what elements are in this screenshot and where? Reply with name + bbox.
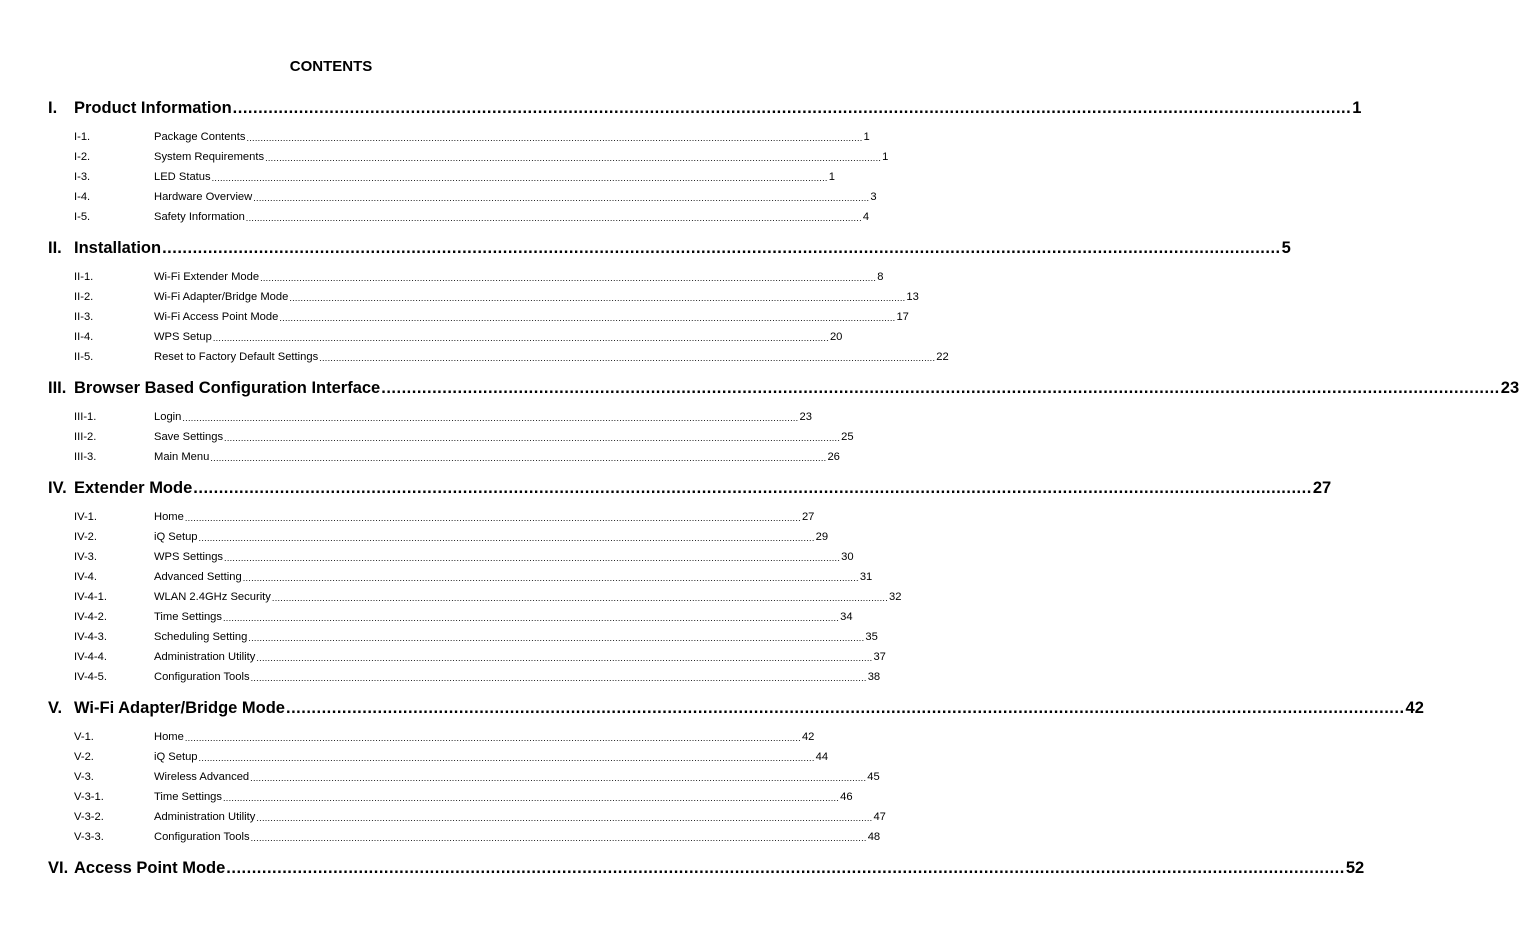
dot-leader: ............................................................................................................................................................................................................................ — [210, 453, 827, 463]
entry-page: 23 — [799, 411, 812, 423]
toc-entry[interactable] — [74, 628, 878, 643]
section-number: IV. — [48, 479, 67, 497]
toc-section[interactable] — [48, 696, 1424, 718]
entry-label: Home — [154, 511, 184, 523]
toc-entry[interactable] — [74, 168, 835, 183]
toc-entry[interactable] — [74, 268, 884, 283]
toc-entry[interactable] — [74, 128, 870, 143]
dot-leader: ............................................................................................................................................................................................................................ — [289, 293, 906, 303]
entry-number: III-2. — [74, 431, 97, 443]
toc-entry[interactable] — [74, 668, 881, 683]
entry-label: Wi-Fi Access Point Mode — [154, 311, 279, 323]
section-label: Installation — [74, 239, 162, 257]
entry-label: Login — [154, 411, 182, 423]
entry-number: II-2. — [74, 291, 94, 303]
entry-label: Time Settings — [154, 611, 222, 623]
dot-leader: ............................................................................................................................................................................................................................ — [245, 213, 862, 223]
entry-page: 25 — [841, 431, 854, 443]
entry-page: 47 — [873, 811, 886, 823]
section-page: 42 — [1405, 699, 1424, 717]
entry-number: III-3. — [74, 451, 97, 463]
dot-leader: ............................................................................................................................................................................................................................ — [319, 353, 936, 363]
toc-entry[interactable] — [74, 748, 829, 763]
entry-number: IV-4-1. — [74, 591, 107, 603]
section-number: I. — [48, 99, 58, 117]
entry-number: IV-4-5. — [74, 671, 107, 683]
entry-label: Safety Information — [154, 211, 245, 223]
section-page: 27 — [1312, 479, 1332, 497]
dot-leader: ............................................................................................................................................................................................................................ — [232, 99, 1352, 117]
section-label: Product Information — [74, 99, 232, 117]
entry-label: Hardware Overview — [154, 191, 253, 203]
section-label: Access Point Mode — [74, 859, 226, 877]
dot-leader: ............................................................................................................................................................................................................................ — [222, 793, 840, 803]
entry-label: Configuration Tools — [154, 671, 250, 683]
dot-leader: ............................................................................................................................................................................................................................ — [381, 379, 1500, 397]
entry-label: Configuration Tools — [154, 831, 250, 843]
entry-label: Main Menu — [154, 451, 210, 463]
entry-page: 30 — [841, 551, 854, 563]
toc-entry[interactable] — [74, 348, 949, 363]
entry-label: Advanced Setting — [154, 571, 242, 583]
toc-entry[interactable] — [74, 828, 881, 843]
toc-entry[interactable] — [74, 428, 854, 443]
entry-label: Save Settings — [154, 431, 224, 443]
entry-page: 45 — [867, 771, 880, 783]
entry-label: Home — [154, 731, 184, 743]
entry-label: WLAN 2.4GHz Security — [154, 591, 271, 603]
entry-page: 1 — [863, 131, 870, 143]
section-page: 52 — [1345, 859, 1365, 877]
toc-entry[interactable] — [74, 528, 829, 543]
dot-leader: ............................................................................................................................................................................................................................ — [250, 833, 867, 843]
toc-entry[interactable] — [74, 408, 812, 423]
entry-label: Wi-Fi Extender Mode — [154, 271, 260, 283]
dot-leader: ............................................................................................................................................................................................................................ — [226, 859, 1345, 877]
entry-label: WPS Settings — [154, 551, 224, 563]
toc-entry[interactable] — [74, 548, 854, 563]
entry-number: II-5. — [74, 351, 94, 363]
toc-entry[interactable] — [74, 188, 877, 203]
entry-label: System Requirements — [154, 151, 265, 163]
entry-label: Administration Utility — [154, 811, 256, 823]
entry-number: IV-2. — [74, 531, 98, 543]
toc-entry[interactable] — [74, 588, 902, 603]
entry-page: 31 — [859, 571, 873, 583]
dot-leader: ............................................................................................................................................................................................................................ — [222, 613, 840, 623]
entry-page: 29 — [815, 531, 829, 543]
entry-number: V-3-3. — [74, 831, 104, 843]
entry-page: 13 — [906, 291, 919, 303]
entry-page: 48 — [867, 831, 881, 843]
toc-entry[interactable] — [74, 728, 815, 743]
section-label: Extender Mode — [74, 479, 193, 497]
toc-entry[interactable] — [74, 448, 840, 463]
entry-number: II-3. — [74, 311, 94, 323]
entry-label: iQ Setup — [154, 751, 198, 763]
entry-page: 35 — [865, 631, 878, 643]
entry-number: V-3. — [74, 771, 94, 783]
entry-label: Time Settings — [154, 791, 222, 803]
entry-page: 42 — [801, 731, 815, 743]
entry-page: 17 — [896, 311, 909, 323]
section-label: Browser Based Configuration Interface — [74, 379, 381, 397]
entry-number: IV-1. — [74, 511, 98, 523]
dot-leader: ............................................................................................................................................................................................................................ — [286, 699, 1405, 717]
entry-number: I-1. — [74, 131, 91, 143]
dot-leader: ............................................................................................................................................................................................................................ — [162, 239, 1281, 257]
entry-number: I-4. — [74, 191, 91, 203]
entry-page: 37 — [873, 651, 886, 663]
entry-page: 32 — [889, 591, 902, 603]
entry-number: IV-4. — [74, 571, 98, 583]
section-label: Wi-Fi Adapter/Bridge Mode — [74, 699, 285, 717]
dot-leader: ............................................................................................................................................................................................................................ — [250, 673, 867, 683]
entry-number: I-5. — [74, 211, 91, 223]
dot-leader: ............................................................................................................................................................................................................................ — [248, 633, 865, 643]
entry-number: I-2. — [74, 151, 91, 163]
dot-leader: ............................................................................................................................................................................................................................ — [224, 553, 841, 563]
section-number: VI. — [48, 859, 69, 877]
dot-leader: ............................................................................................................................................................................................................................ — [265, 153, 882, 163]
entry-number: V-3-1. — [74, 791, 104, 803]
dot-leader: ............................................................................................................................................................................................................................ — [184, 513, 801, 523]
entry-label: Reset to Factory Default Settings — [154, 351, 319, 363]
dot-leader: ............................................................................................................................................................................................................................ — [242, 573, 859, 583]
toc-entry[interactable] — [74, 808, 886, 823]
dot-leader: ............................................................................................................................................................................................................................ — [182, 413, 799, 423]
entry-number: IV-4-4. — [74, 651, 107, 663]
entry-page: 46 — [840, 791, 853, 803]
toc-entry[interactable] — [74, 288, 919, 303]
entry-number: III-1. — [74, 411, 97, 423]
entry-label: Administration Utility — [154, 651, 256, 663]
toc-entry[interactable] — [74, 768, 880, 783]
entry-number: V-2. — [74, 751, 94, 763]
toc-section[interactable] — [48, 236, 1291, 258]
entry-page: 8 — [877, 271, 884, 283]
toc-section[interactable] — [48, 376, 1519, 398]
entry-page: 4 — [862, 211, 870, 223]
toc-entry[interactable] — [74, 648, 886, 663]
entry-number: IV-3. — [74, 551, 98, 563]
entry-number: IV-4-3. — [74, 631, 107, 643]
section-page: 23 — [1500, 379, 1519, 397]
section-page: 1 — [1352, 99, 1362, 117]
dot-leader: ............................................................................................................................................................................................................................ — [279, 313, 896, 323]
dot-leader: ............................................................................................................................................................................................................................ — [198, 533, 815, 543]
toc-section[interactable] — [48, 96, 1362, 118]
dot-leader: ............................................................................................................................................................................................................................ — [250, 773, 867, 783]
entry-page: 1 — [828, 171, 835, 183]
entry-page: 3 — [870, 191, 877, 203]
entry-number: V-3-2. — [74, 811, 104, 823]
toc-entry[interactable] — [74, 148, 889, 163]
entry-label: Wireless Advanced — [154, 771, 250, 783]
entry-number: V-1. — [74, 731, 94, 743]
dot-leader: ............................................................................................................................................................................................................................ — [260, 273, 877, 283]
entry-number: IV-4-2. — [74, 611, 107, 623]
entry-label: WPS Setup — [154, 331, 212, 343]
toc-entry[interactable] — [74, 568, 873, 583]
entry-page: 38 — [867, 671, 881, 683]
dot-leader: ............................................................................................................................................................................................................................ — [224, 433, 841, 443]
toc-entry[interactable] — [74, 328, 843, 343]
dot-leader: ............................................................................................................................................................................................................................ — [184, 733, 801, 743]
toc-entry[interactable] — [74, 608, 853, 623]
toc-entry[interactable] — [74, 308, 909, 323]
dot-leader: ............................................................................................................................................................................................................................ — [212, 333, 829, 343]
dot-leader: ............................................................................................................................................................................................................................ — [193, 479, 1312, 497]
entry-page: 34 — [840, 611, 853, 623]
section-number: V. — [48, 699, 63, 717]
entry-number: I-3. — [74, 171, 91, 183]
toc-entry[interactable] — [74, 788, 853, 803]
dot-leader: ............................................................................................................................................................................................................................ — [256, 813, 873, 823]
entry-label: Wi-Fi Adapter/Bridge Mode — [154, 291, 289, 303]
entry-page: 22 — [936, 351, 949, 363]
dot-leader: ............................................................................................................................................................................................................................ — [211, 173, 828, 183]
entry-number: II-4. — [74, 331, 94, 343]
section-number: III. — [48, 379, 67, 397]
entry-label: Scheduling Setting — [154, 631, 248, 643]
entry-page: 44 — [815, 751, 829, 763]
toc-entry[interactable] — [74, 508, 815, 523]
toc-entry[interactable] — [74, 208, 870, 223]
section-page: 5 — [1281, 239, 1291, 257]
entry-label: Package Contents — [154, 131, 246, 143]
dot-leader: ............................................................................................................................................................................................................................ — [198, 753, 815, 763]
dot-leader: ............................................................................................................................................................................................................................ — [256, 653, 873, 663]
entry-page: 27 — [801, 511, 815, 523]
page-title: CONTENTS — [289, 58, 373, 75]
entry-page: 20 — [829, 331, 843, 343]
entry-page: 1 — [882, 151, 889, 163]
dot-leader: ............................................................................................................................................................................................................................ — [253, 193, 870, 203]
toc-section[interactable] — [48, 856, 1365, 878]
entry-label: LED Status — [154, 171, 211, 183]
entry-number: II-1. — [74, 271, 94, 283]
entry-page: 26 — [827, 451, 840, 463]
entry-label: iQ Setup — [154, 531, 198, 543]
section-number: II. — [48, 239, 62, 257]
dot-leader: ............................................................................................................................................................................................................................ — [246, 133, 863, 143]
toc-section[interactable] — [48, 476, 1332, 498]
dot-leader: ............................................................................................................................................................................................................................ — [271, 593, 888, 603]
